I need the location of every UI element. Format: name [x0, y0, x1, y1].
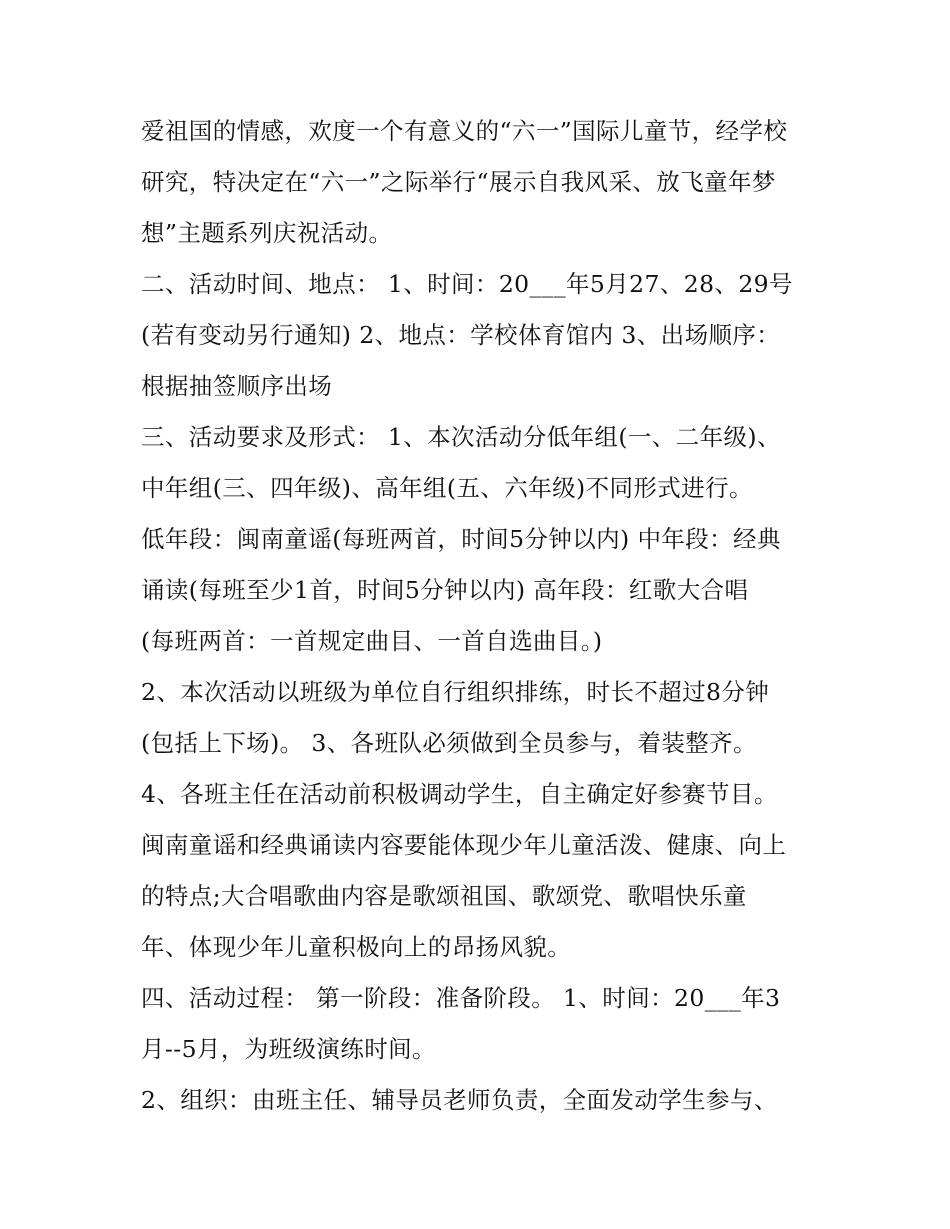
text-line: 想”主题系列庆祝活动。 [141, 219, 393, 247]
text-line: 闽南童谣和经典诵读内容要能体现少年儿童活泼、健康、向上 [141, 831, 787, 859]
text-line: (每班两首：一首规定曲目、一首自选曲目。) [141, 627, 603, 655]
text-line: 研究，特决定在“六一”之际举行“展示自我风采、放飞童年梦 [141, 168, 776, 196]
text-line: (若有变动另行通知) 2、地点：学校体育馆内 3、出场顺序： [141, 321, 781, 349]
text-line: 2、组织：由班主任、辅导员老师负责，全面发动学生参与、 [141, 1086, 778, 1114]
text-line: 年、体现少年儿童积极向上的昂扬风貌。 [141, 933, 572, 961]
text-line: 2、本次活动以班级为单位自行组织排练，时长不超过8分钟 [141, 678, 770, 706]
text-line: 三、活动要求及形式： 1、本次活动分低年组(一、二年级)、 [141, 423, 781, 451]
text-line: 中年组(三、四年级)、高年组(五、六年级)不同形式进行。 [141, 474, 753, 502]
text-line: 的特点;大合唱歌曲内容是歌颂祖国、歌颂党、歌唱快乐童 [141, 882, 747, 910]
text-line: 爱祖国的情感，欢度一个有意义的“六一”国际儿童节，经学校 [141, 117, 788, 145]
text-line: 4、各班主任在活动前积极调动学生，自主确定好参赛节目。 [141, 780, 778, 808]
text-line: 低年段：闽南童谣(每班两首，时间5分钟以内) 中年段：经典 [141, 525, 781, 553]
text-line: (包括上下场)。 3、各班队必须做到全员参与，着装整齐。 [141, 729, 757, 757]
document-body [141, 106, 821, 1126]
text-line: 四、活动过程： 第一阶段：准备阶段。 1、时间：20___年3 [141, 984, 781, 1012]
text-line: 诵读(每班至少1首，时间5分钟以内) 高年段：红歌大合唱 [141, 576, 749, 604]
text-line: 根据抽签顺序出场 [141, 372, 333, 400]
text-line: 月--5月，为班级演练时间。 [141, 1035, 436, 1063]
text-line: 二、活动时间、地点： 1、时间：20___年5月27、28、29号 [141, 270, 793, 298]
